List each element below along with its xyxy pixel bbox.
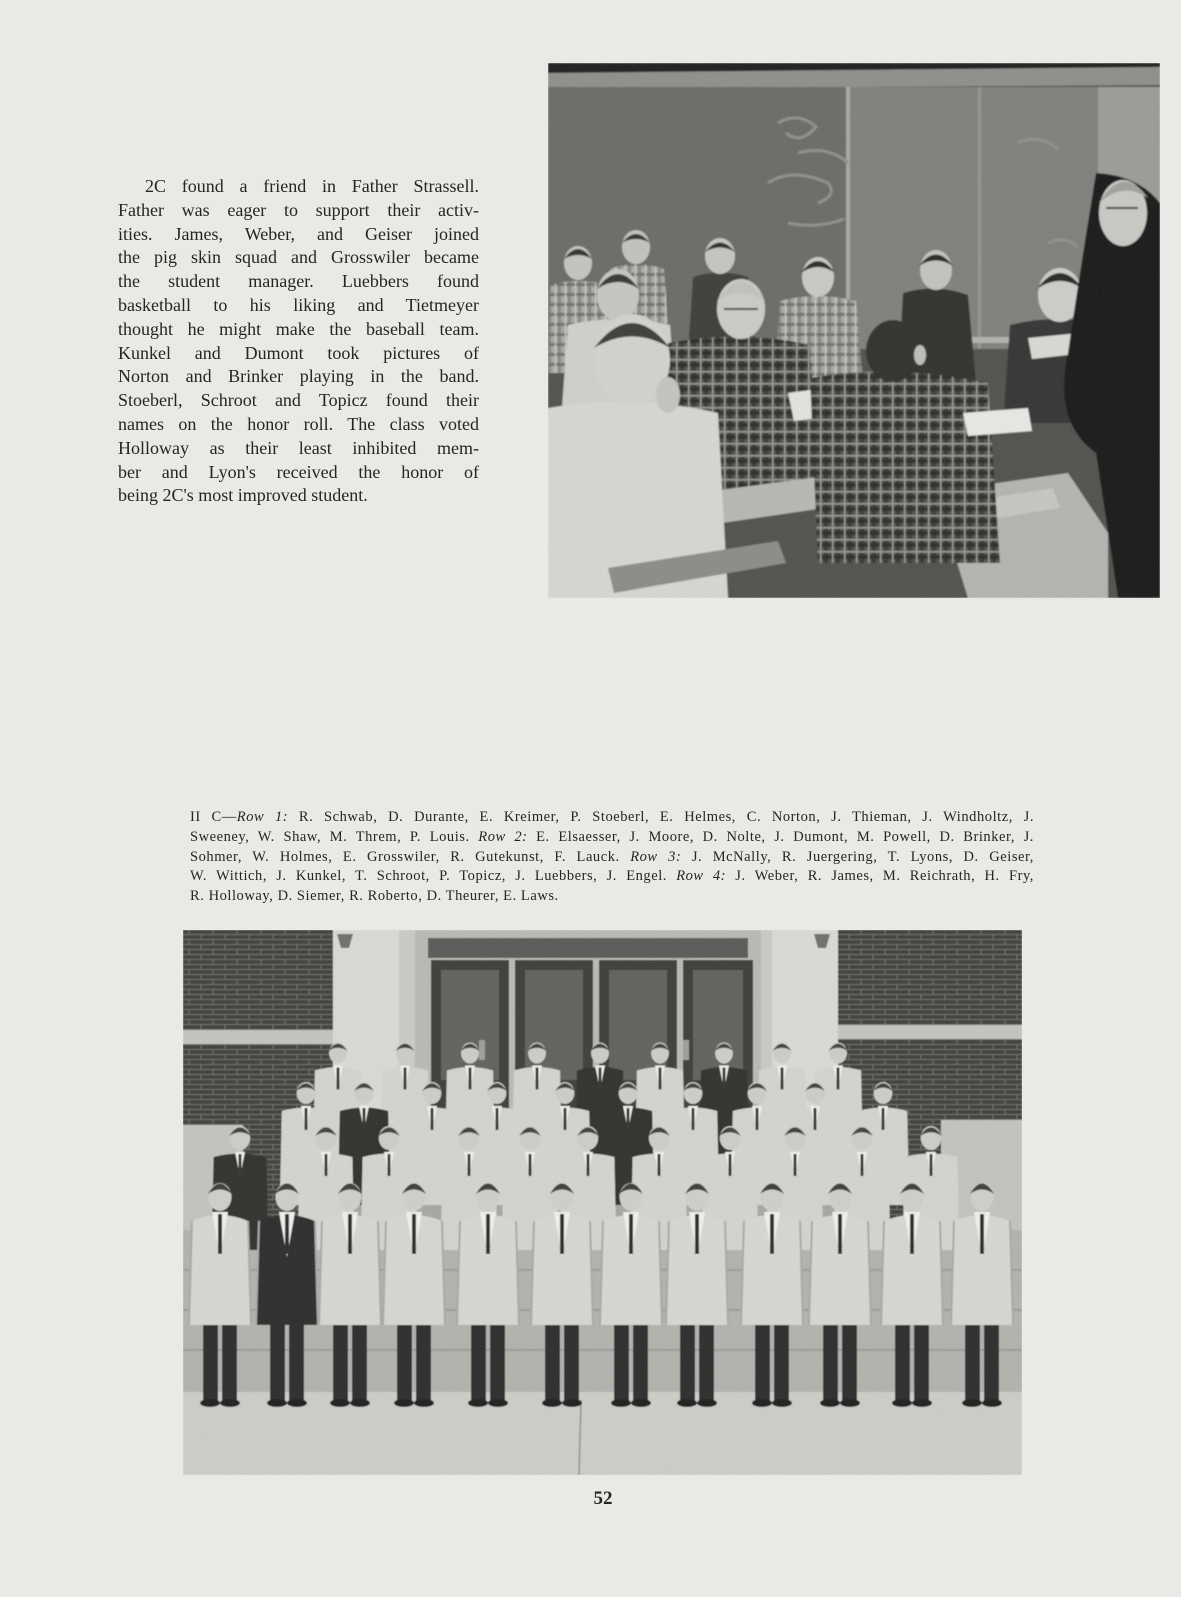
story-line: ities. James, Weber, and Geiser joined (118, 223, 479, 244)
caption-text: II C— (190, 809, 237, 825)
story-line: being 2C's most improved student. (118, 485, 368, 506)
class-story-paragraph (118, 175, 479, 508)
caption-names: J. Weber, R. James, M. Reichrath, H. Fry, (726, 868, 1034, 885)
story-line: names on the honor roll. The class voted (118, 413, 479, 434)
story-line: basketball to his liking and Tietmeyer (118, 294, 479, 315)
story-line: thought he might make the baseball team. (118, 318, 479, 339)
group-photo-caption (190, 808, 1034, 907)
caption-line (190, 867, 1034, 887)
story-line: Kunkel and Dumont took pictures of (118, 342, 479, 363)
story-line: 2C found a friend in Father Strassell. (145, 176, 479, 196)
story-line: ber and Lyon's received the honor of (118, 461, 479, 482)
story-line: the student manager. Luebbers found (118, 271, 479, 292)
caption-row-label: Row 4: (676, 868, 727, 885)
caption-text: W. Wittich, J. Kunkel, T. Schroot, P. Topicz, J. Luebbers, J. Engel. (190, 868, 677, 885)
story-line: Holloway as their least inhibited mem- (118, 437, 479, 458)
caption-names: R. Schwab, D. Durante, E. Kreimer, P. Stoeberl, E. Helmes, C. Norton, J. Thieman, J. Windholtz, J. (288, 809, 1034, 825)
page-number: 52 (593, 1488, 613, 1509)
story-line: Stoeberl, Schroot and Topicz found their (118, 390, 479, 411)
caption-line (190, 887, 1034, 907)
caption-text: Sweeney, W. Shaw, M. Threm, P. Louis. (190, 828, 479, 845)
caption-line (190, 828, 1034, 848)
caption-names: J. McNally, R. Juergering, T. Lyons, D. Geiser, (681, 848, 1034, 865)
story-line: Norton and Brinker playing in the band. (118, 366, 479, 387)
caption-line (190, 808, 1034, 828)
class-group-photo (183, 930, 1022, 1475)
classroom-photo (548, 63, 1160, 598)
caption-text: R. Holloway, D. Siemer, R. Roberto, D. Theurer, E. Laws. (190, 888, 559, 904)
caption-names: E. Elsaesser, J. Moore, D. Nolte, J. Dumont, M. Powell, D. Brinker, J. (527, 828, 1034, 845)
story-line: the pig skin squad and Grosswiler became (118, 247, 479, 268)
caption-row-label: Row 1: (236, 809, 289, 825)
caption-text: Sohmer, W. Holmes, E. Grosswiler, R. Gutekunst, F. Lauck. (190, 848, 631, 865)
caption-row-label: Row 2: (478, 828, 528, 845)
caption-line (190, 848, 1034, 868)
caption-row-label: Row 3: (630, 848, 682, 865)
story-line: Father was eager to support their activ- (118, 199, 479, 220)
